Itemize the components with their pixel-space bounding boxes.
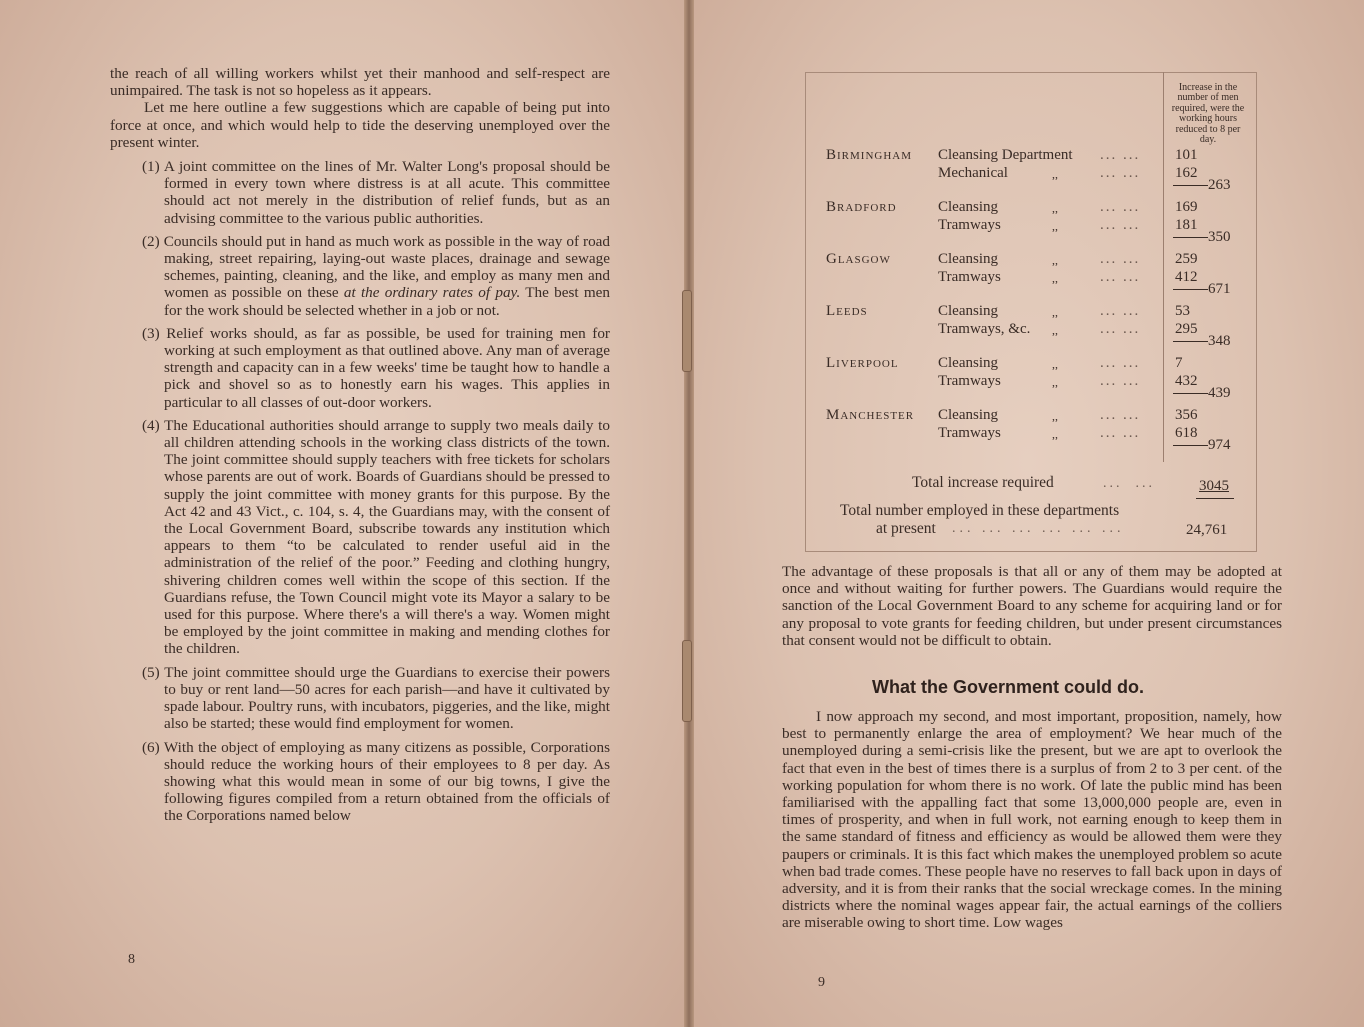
suggestion-1: (1) A joint committee on the lines of Mr. Walter Long's proposal should be formed in every town where distress is at all acute. This committee should act not merely in the distribution of relief funds, but as an advising committee to the various public authorities. [142,158,610,227]
page-gutter [684,0,694,1027]
leader-dots: ... ... [1100,251,1141,267]
table-value: 259 [1175,251,1198,267]
leader-dots: ... ... [1100,164,1141,181]
total-increase-label: Total increase required [912,474,1054,491]
department-name: Tramways [938,372,1001,389]
subtotal-value: 439 [1208,385,1231,401]
employed-value: 24,761 [1186,522,1228,538]
department-name: Cleansing [938,199,998,215]
table-value: 412 [1175,268,1198,285]
ditto-mark: ,, [1052,357,1058,371]
suggestion-3: (3) Relief works should, as far as possible, be used for training men for working at such employment as that outlined above. Any man of average strength and capacity can in a few weeks' time be taught how to handle a pick and shovel so as to honestly earn his wages. This applies in particular to all classes of out-door workers. [142,324,610,411]
leader-dots: ... ... [1100,199,1141,215]
city-name: Liverpool [826,355,899,371]
subtotal-rule [1173,237,1208,238]
suggestion-2-italic: at the ordinary rates of pay. [343,284,521,302]
employed-label-line2: at present [876,520,936,537]
staple-bottom [682,640,692,722]
government-paragraph: I now approach my second, and most important, proposition, namely, how best to permanently enlarge the area of employment? We hear much of the unemployed during a semi-crisis like the present, but we are apt to overlook the fact that even in the best of times there is a surplus of from 2 to 3 per cent. of the working population for whom there is no work. Of late the public mind has been familiarised with the appalling fact that some 13,000,000 people are, even in times of prosperity, and when in full work, not earning enough to keep them in the same standard of fitness and efficiency as would be allowed them were they paupers or criminals. It is this fact which makes the unemployed problem so acute when bad trade comes. These people have no reserves to fall back upon in days of adversity, and it is from their ranks that the social wreckage comes. In the mining districts where the nominal wages appear fair, the actual earnings of the colliers are miserable owing to short time. Low wages [782,708,1282,932]
suggestion-2 [142,233,610,319]
subtotal-value: 350 [1208,229,1231,245]
ditto-mark: ,, [1052,409,1058,423]
department-name: Mechanical [938,164,1008,181]
department-name: Cleansing [938,251,998,267]
department-name: Cleansing [938,407,998,423]
staple-top [682,290,692,372]
table-value: 7 [1175,355,1183,371]
suggestion-6: (6) With the object of employing as many citizens as possible, Corporations should reduce the working hours of their employees to 8 per day. As showing what this would mean in some of our big towns, I give the following figures compiled from a return obtained from the officials of the Corporations named below [142,738,610,825]
subtotal-rule [1173,185,1208,186]
leader-dots: ... ... [1100,320,1141,337]
subtotal-rule [1173,341,1208,342]
table-value: 295 [1175,320,1198,337]
total-increase-value: 3045 [1199,478,1229,494]
subtotal-value: 974 [1208,437,1231,453]
suggestion-5: (5) The joint committee should urge the Guardians to exercise their powers to buy or rent land—50 acres for each parish—and have it cultivated by spade labour. Poultry runs, with incubators, piggeries, and the like, might also be started; these would find employment for women. [142,663,610,733]
ditto-mark: ,, [1052,322,1058,337]
department-name: Tramways [938,424,1001,441]
intro-paragraph-2: Let me here outline a few suggestions which are capable of being put into force at once, and which would help to tide the deserving unemployed over the present winter. [110,99,610,151]
subtotal-rule [1173,289,1208,290]
suggestion-2-end: The best men for the work should be selected whether in a job or not. [164,284,610,319]
ditto-mark: ,, [1052,426,1058,441]
leader-dots: ... ... [1100,216,1141,233]
leader-dots: ... ... [1100,407,1141,423]
leader-dots: ... ... [1100,147,1141,163]
subtotal-value: 348 [1208,333,1231,349]
subtotal-rule [1173,445,1208,446]
table-value: 432 [1175,372,1198,389]
table-value: 162 [1175,164,1198,181]
city-name: Manchester [826,407,915,423]
table-column-rule [1163,72,1164,462]
left-page-body [110,65,610,161]
leader-dots: ... ... [1103,476,1155,491]
ditto-mark: ,, [1052,201,1058,215]
leader-dots: ... ... [1100,372,1141,389]
ditto-mark: ,, [1052,305,1058,319]
table-value: 181 [1175,216,1198,233]
table-value: 169 [1175,199,1198,215]
leader-dots: ... ... [1100,355,1141,371]
subtotal-value: 263 [1208,177,1231,193]
table-value: 53 [1175,303,1190,319]
subtotal-rule [1173,393,1208,394]
page-number-left: 8 [128,952,135,967]
department-name: Tramways, &c. [938,320,1031,337]
total-double-rule [1196,498,1234,499]
ditto-mark: ,, [1052,253,1058,267]
table-column-header: Increase in the number of men required, were the working hours reduced to 8 per day. [1171,82,1245,146]
department-name: Cleansing [938,355,998,371]
subtotal-value: 671 [1208,281,1231,297]
ditto-mark: ,, [1052,218,1058,233]
table-value: 356 [1175,407,1198,423]
ditto-mark: ,, [1052,374,1058,389]
department-name: Cleansing Department [938,147,1073,163]
employed-label-line1: Total number employed in these departments [840,502,1120,519]
city-name: Bradford [826,199,897,215]
department-name: Tramways [938,268,1001,285]
city-name: Birmingham [826,147,913,163]
table-value: 618 [1175,424,1198,441]
table-value: 101 [1175,147,1198,163]
page-number-right: 9 [818,975,825,990]
advantage-paragraph: The advantage of these proposals is that all or any of them may be adopted at once and without waiting for further powers. The Guardians would require the sanction of the Local Government Board to any scheme for acquiring land or for any proposal to vote grants for feeding children, but under present circumstances that consent would not be difficult to obtain. [782,563,1282,649]
department-name: Cleansing [938,303,998,319]
section-heading: What the Government could do. [872,677,1145,697]
department-name: Tramways [938,216,1001,233]
suggestion-2-text: (2) Councils should put in hand as much work as possible in the way of road making, street repairing, laying-out waste places, drainage and sewage schemes, painting, cleaning, and the like, and employ as many men and women as possible on these [142,232,610,302]
leader-dots: ... ... [1100,424,1141,441]
intro-paragraph-1: the reach of all willing workers whilst yet their manhood and self-respect are unimpaired. The task is not so hopeless as it appears. [110,65,610,100]
suggestion-4: (4) The Educational authorities should arrange to supply two meals daily to all children attending schools in the working class districts of the town. The joint committee should supply teachers with free tickets for scholars whose parents are out of work. Boards of Guardians should be pressed to supply the joint committee with money grants for this purpose. By the Act 42 and 43 Vict., c. 104, s. 4, the Guardians may, with the consent of the Local Government Board, subscribe towards any institution which appears to them “to be calculated to render useful aid in the administration of the relief of the poor.” Feeding and clothing hungry, shivering children comes well within the scope of this section. If the Guardians refuse, the Town Council might vote its Mayor a salary to be used for this purpose. Where there's a will there's a way. Women might be employed by the joint committee in making and mending clothes for the children. [142,416,610,658]
ditto-mark: ,, [1052,270,1058,285]
leader-dots: ... ... [1100,303,1141,319]
leader-dots: ... ... [1100,268,1141,285]
city-name: Leeds [826,303,868,319]
leader-dots: ... ... ... ... ... ... [952,521,1125,536]
ditto-mark: ,, [1052,166,1058,181]
city-name: Glasgow [826,251,891,267]
suggestion-list [142,158,610,831]
